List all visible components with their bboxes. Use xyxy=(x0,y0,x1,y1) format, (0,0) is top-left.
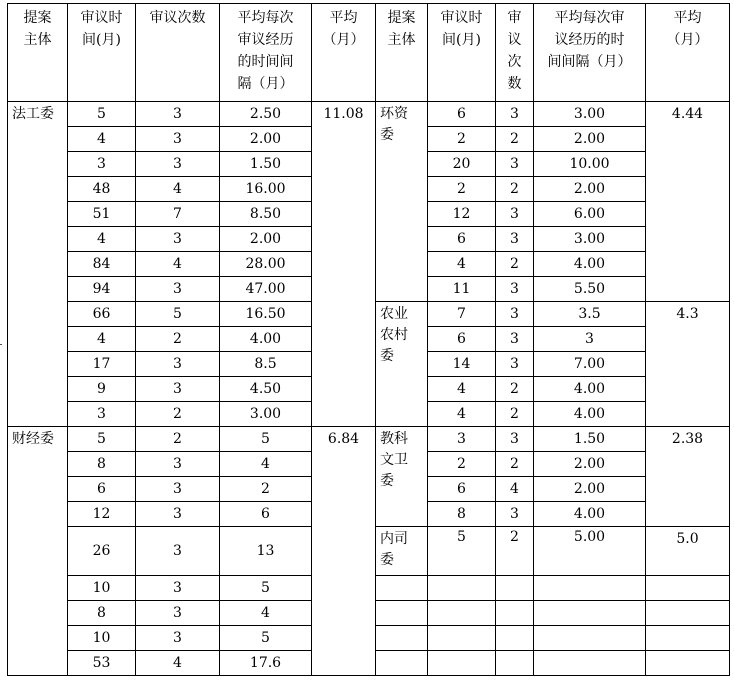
review-count-cell: 3 xyxy=(496,352,534,377)
empty-cell xyxy=(376,601,428,626)
review-time-cell: 5 xyxy=(68,427,136,452)
review-count-cell: 4 xyxy=(136,651,220,676)
interval-cell: 2.00 xyxy=(534,177,646,202)
subject-cell: 财经委 xyxy=(8,427,68,676)
review-time-cell: 2 xyxy=(428,177,496,202)
subject-cell: 农业 农村 委 xyxy=(376,302,428,427)
review-time-cell: 12 xyxy=(428,202,496,227)
interval-cell: 2.00 xyxy=(220,227,312,252)
review-time-cell: 7 xyxy=(428,302,496,327)
empty-cell xyxy=(428,626,496,651)
interval-cell: 8.50 xyxy=(220,202,312,227)
review-time-cell: 9 xyxy=(68,377,136,402)
header-count-left: 审议次数 xyxy=(136,4,220,102)
interval-cell: 16.00 xyxy=(220,177,312,202)
review-time-cell: 11 xyxy=(428,277,496,302)
interval-cell: 2.00 xyxy=(220,127,312,152)
margin-tick xyxy=(0,344,2,345)
table-body xyxy=(8,4,730,676)
subject-cell: 教科 文卫 委 xyxy=(376,427,428,527)
empty-cell xyxy=(428,601,496,626)
interval-cell: 7.00 xyxy=(534,352,646,377)
review-count-cell: 3 xyxy=(136,377,220,402)
review-time-cell: 48 xyxy=(68,177,136,202)
review-count-cell: 3 xyxy=(136,452,220,477)
interval-cell: 5 xyxy=(220,576,312,601)
review-count-cell: 3 xyxy=(136,626,220,651)
header-interval-left: 平均每次 审议经历 的时间间 隔（月） xyxy=(220,4,312,102)
interval-cell: 4 xyxy=(220,452,312,477)
average-cell: 5.0 xyxy=(646,527,730,576)
review-time-cell: 4 xyxy=(68,227,136,252)
review-time-cell: 6 xyxy=(428,477,496,502)
table-row xyxy=(8,102,730,127)
review-time-cell: 51 xyxy=(68,202,136,227)
review-count-cell: 3 xyxy=(496,502,534,527)
review-time-cell: 4 xyxy=(68,127,136,152)
average-cell: 11.08 xyxy=(312,102,376,427)
subject-cell: 内司 委 xyxy=(376,527,428,576)
empty-cell xyxy=(496,626,534,651)
review-time-cell: 8 xyxy=(68,452,136,477)
review-count-cell: 3 xyxy=(496,227,534,252)
review-count-cell: 2 xyxy=(496,377,534,402)
interval-cell: 2.00 xyxy=(534,477,646,502)
interval-cell: 47.00 xyxy=(220,277,312,302)
interval-cell: 6.00 xyxy=(534,202,646,227)
interval-cell: 10.00 xyxy=(534,152,646,177)
review-time-cell: 2 xyxy=(428,127,496,152)
review-count-cell: 3 xyxy=(136,127,220,152)
header-average-left: 平均 （月） xyxy=(312,4,376,102)
interval-cell: 5.00 xyxy=(534,527,646,576)
review-count-cell: 3 xyxy=(496,102,534,127)
table-row xyxy=(8,427,730,452)
interval-cell: 3.00 xyxy=(534,227,646,252)
subject-cell: 法工委 xyxy=(8,102,68,427)
interval-cell: 5 xyxy=(220,427,312,452)
average-cell: 4.3 xyxy=(646,302,730,427)
review-count-cell: 3 xyxy=(136,227,220,252)
review-count-cell: 4 xyxy=(136,252,220,277)
interval-cell: 4.00 xyxy=(534,502,646,527)
empty-cell xyxy=(496,576,534,601)
review-time-cell: 14 xyxy=(428,352,496,377)
interval-cell: 4.50 xyxy=(220,377,312,402)
review-time-cell: 4 xyxy=(428,252,496,277)
interval-cell: 13 xyxy=(220,527,312,576)
empty-cell xyxy=(646,601,730,626)
empty-cell xyxy=(646,626,730,651)
review-count-cell: 5 xyxy=(136,302,220,327)
review-count-cell: 3 xyxy=(136,152,220,177)
empty-cell xyxy=(534,601,646,626)
interval-cell: 4 xyxy=(220,601,312,626)
review-count-cell: 2 xyxy=(136,327,220,352)
review-count-cell: 3 xyxy=(496,427,534,452)
interval-cell: 3 xyxy=(534,327,646,352)
interval-cell: 3.00 xyxy=(534,102,646,127)
review-time-cell: 53 xyxy=(68,651,136,676)
review-time-cell: 20 xyxy=(428,152,496,177)
review-count-cell: 3 xyxy=(136,477,220,502)
review-count-cell: 3 xyxy=(136,102,220,127)
review-count-cell: 4 xyxy=(136,177,220,202)
review-time-cell: 8 xyxy=(428,502,496,527)
interval-cell: 16.50 xyxy=(220,302,312,327)
review-count-cell: 3 xyxy=(496,277,534,302)
review-time-cell: 2 xyxy=(428,452,496,477)
review-count-cell: 7 xyxy=(136,202,220,227)
review-time-cell: 66 xyxy=(68,302,136,327)
review-time-cell: 5 xyxy=(428,527,496,576)
header-average-right: 平均 （月） xyxy=(646,4,730,102)
review-time-cell: 4 xyxy=(68,327,136,352)
empty-cell xyxy=(376,626,428,651)
interval-cell: 6 xyxy=(220,502,312,527)
review-time-cell: 4 xyxy=(428,377,496,402)
review-time-cell: 4 xyxy=(428,402,496,427)
interval-cell: 3.5 xyxy=(534,302,646,327)
header-interval-right: 平均每次审 议经历的时 间间隔（月） xyxy=(534,4,646,102)
review-time-cell: 8 xyxy=(68,601,136,626)
header-row xyxy=(8,4,730,102)
empty-cell xyxy=(428,651,496,676)
interval-cell: 5 xyxy=(220,626,312,651)
review-count-cell: 3 xyxy=(136,576,220,601)
review-count-cell: 2 xyxy=(136,427,220,452)
subject-cell: 环资 委 xyxy=(376,102,428,302)
empty-cell xyxy=(534,576,646,601)
empty-cell xyxy=(376,651,428,676)
review-count-cell: 3 xyxy=(136,527,220,576)
review-count-cell: 3 xyxy=(136,352,220,377)
review-count-cell: 3 xyxy=(496,327,534,352)
review-time-cell: 6 xyxy=(428,102,496,127)
interval-cell: 8.5 xyxy=(220,352,312,377)
interval-cell: 4.00 xyxy=(534,377,646,402)
review-count-cell: 2 xyxy=(496,252,534,277)
review-time-cell: 3 xyxy=(68,402,136,427)
empty-cell xyxy=(428,576,496,601)
interval-cell: 4.00 xyxy=(534,402,646,427)
interval-cell: 28.00 xyxy=(220,252,312,277)
header-time-right: 审议时 间(月) xyxy=(428,4,496,102)
review-time-cell: 26 xyxy=(68,527,136,576)
review-count-cell: 3 xyxy=(136,502,220,527)
empty-cell xyxy=(646,576,730,601)
interval-cell: 5.50 xyxy=(534,277,646,302)
review-time-cell: 10 xyxy=(68,626,136,651)
header-count-right: 审 议 次 数 xyxy=(496,4,534,102)
review-time-cell: 3 xyxy=(68,152,136,177)
review-count-cell: 2 xyxy=(496,177,534,202)
average-cell: 4.44 xyxy=(646,102,730,302)
review-count-cell: 3 xyxy=(496,152,534,177)
review-time-cell: 17 xyxy=(68,352,136,377)
header-subject-right: 提案 主体 xyxy=(376,4,428,102)
empty-cell xyxy=(496,601,534,626)
interval-cell: 2 xyxy=(220,477,312,502)
review-time-cell: 6 xyxy=(428,227,496,252)
review-count-cell: 2 xyxy=(496,527,534,576)
review-time-cell: 84 xyxy=(68,252,136,277)
empty-cell xyxy=(534,626,646,651)
review-count-cell: 3 xyxy=(496,302,534,327)
interval-cell: 1.50 xyxy=(534,427,646,452)
review-count-cell: 4 xyxy=(496,477,534,502)
review-interval-table xyxy=(7,3,730,676)
interval-cell: 4.00 xyxy=(534,252,646,277)
review-time-cell: 6 xyxy=(68,477,136,502)
review-count-cell: 2 xyxy=(496,452,534,477)
review-time-cell: 6 xyxy=(428,327,496,352)
header-subject-left: 提案 主体 xyxy=(8,4,68,102)
interval-cell: 4.00 xyxy=(220,327,312,352)
review-time-cell: 12 xyxy=(68,502,136,527)
review-count-cell: 2 xyxy=(496,402,534,427)
review-time-cell: 3 xyxy=(428,427,496,452)
review-time-cell: 94 xyxy=(68,277,136,302)
review-count-cell: 2 xyxy=(136,402,220,427)
interval-cell: 2.00 xyxy=(534,452,646,477)
empty-cell xyxy=(534,651,646,676)
empty-cell xyxy=(646,651,730,676)
interval-cell: 2.00 xyxy=(534,127,646,152)
review-time-cell: 10 xyxy=(68,576,136,601)
review-count-cell: 2 xyxy=(496,127,534,152)
average-cell: 2.38 xyxy=(646,427,730,527)
review-count-cell: 3 xyxy=(136,601,220,626)
review-time-cell: 5 xyxy=(68,102,136,127)
interval-cell: 2.50 xyxy=(220,102,312,127)
review-count-cell: 3 xyxy=(496,202,534,227)
interval-cell: 17.6 xyxy=(220,651,312,676)
review-count-cell: 3 xyxy=(136,277,220,302)
empty-cell xyxy=(496,651,534,676)
header-time-left: 审议时 间(月) xyxy=(68,4,136,102)
interval-cell: 3.00 xyxy=(220,402,312,427)
interval-cell: 1.50 xyxy=(220,152,312,177)
empty-cell xyxy=(376,576,428,601)
average-cell: 6.84 xyxy=(312,427,376,676)
